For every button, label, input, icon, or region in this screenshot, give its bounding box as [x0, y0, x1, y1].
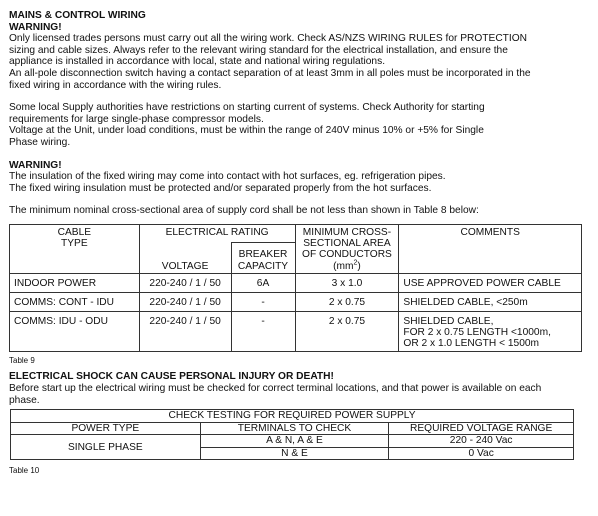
header-power-type: POWER TYPE	[11, 422, 201, 435]
header-text: CAPACITY	[237, 260, 289, 272]
power-supply-table	[10, 409, 574, 460]
cell-type: COMMS: IDU - ODU	[10, 311, 140, 352]
comment-line: SHIELDED CABLE, <250m	[403, 296, 528, 308]
warning-text-1	[9, 33, 589, 91]
warning-line: The fixed wiring insulation must be protected and/or separated properly from the hot surfaces.	[9, 182, 432, 194]
header-text: SECTIONAL AREA	[303, 238, 391, 250]
cell-breaker: 6A	[231, 273, 295, 292]
warning-line: sizing and cable sizes. Always refer to the relevant wiring standard for the electrical installation, and ensure the	[9, 44, 508, 56]
cell-terminals: N & E	[200, 447, 389, 460]
shock-text	[9, 383, 589, 406]
document-page	[9, 10, 589, 475]
warning-heading-2: WARNING!	[9, 159, 62, 171]
cell-comments	[399, 292, 582, 311]
table-10-title: CHECK TESTING FOR REQUIRED POWER SUPPLY	[11, 410, 574, 423]
header-comments	[399, 224, 582, 273]
table-row	[10, 292, 582, 311]
warning-line: Only licensed trades persons must carry out all the wiring work. Check AS/NZS WIRING RULES for PROTECTION	[9, 33, 528, 45]
header-text-part: (mm	[333, 260, 354, 272]
comment-line: SHIELDED CABLE,	[403, 315, 494, 327]
mains-heading: MAINS & CONTROL WIRING	[9, 10, 146, 21]
shock-line: Before start up the electrical wiring must be checked for correct terminal locations, and that power is available on each	[9, 382, 542, 394]
comment-line: OR 2 x 1.0 LENGTH < 1500m	[403, 338, 540, 350]
warning-line: fixed wiring in accordance with the wiring rules.	[9, 79, 222, 91]
supply-line: Voltage at the Unit, under load conditions, must be within the range of 240V minus 10% or +5% for Single	[9, 125, 484, 137]
cell-type: INDOOR POWER	[10, 273, 140, 292]
supply-line: Phase wiring.	[9, 136, 71, 148]
cell-voltage-range: 0 Vac	[389, 447, 574, 460]
header-text: TYPE	[61, 238, 88, 250]
header-min-cross-section	[295, 224, 399, 273]
cable-table	[9, 224, 582, 352]
header-text: OF CONDUCTORS	[302, 249, 392, 261]
header-terminals: TERMINALS TO CHECK	[200, 422, 389, 435]
warning-text-2	[9, 171, 589, 194]
cell-voltage: 220-240 / 1 / 50	[139, 273, 231, 292]
header-text: COMMENTS	[460, 226, 520, 238]
shock-line: phase.	[9, 394, 40, 406]
table-row	[10, 311, 582, 352]
header-text-part: )	[357, 260, 361, 272]
table-intro: The minimum nominal cross-sectional area of supply cord shall be not less than shown in Table 8 below:	[9, 205, 479, 217]
cell-area: 2 x 0.75	[295, 292, 399, 311]
header-text: CABLE	[57, 226, 92, 238]
header-cable-type	[10, 224, 140, 273]
cell-area: 3 x 1.0	[295, 273, 399, 292]
cell-area: 2 x 0.75	[295, 311, 399, 352]
header-superscript: 2	[353, 259, 358, 267]
cell-power-type: SINGLE PHASE	[11, 435, 201, 460]
cell-comments	[399, 273, 582, 292]
header-text: VOLTAGE	[161, 260, 209, 272]
warning-line: An all-pole disconnection switch having a contact separation of at least 3mm in all poles must be incorporated in the	[9, 67, 531, 79]
supply-line: requirements for large single-phase compressor models.	[9, 113, 264, 125]
table-10-caption: Table 10	[9, 466, 40, 476]
cell-type: COMMS: CONT - IDU	[10, 292, 140, 311]
header-text: BREAKER	[238, 249, 288, 261]
header-text: MINIMUM CROSS-	[302, 226, 392, 238]
cell-voltage: 220-240 / 1 / 50	[139, 311, 231, 352]
cell-breaker: -	[231, 311, 295, 352]
supply-text	[9, 102, 589, 148]
warning-line: appliance is installed in accordance with local, state and national wiring regulations.	[9, 56, 386, 68]
header-voltage-range: REQUIRED VOLTAGE RANGE	[389, 422, 574, 435]
header-breaker-capacity	[231, 243, 295, 274]
cell-breaker: -	[231, 292, 295, 311]
header-text: ELECTRICAL RATING	[165, 226, 269, 238]
cell-comments	[399, 311, 582, 352]
header-voltage	[139, 243, 231, 274]
cell-voltage-range: 220 - 240 Vac	[389, 435, 574, 448]
warning-heading-1: WARNING!	[9, 21, 62, 33]
header-electrical-rating	[139, 224, 295, 242]
header-text	[300, 261, 395, 272]
cell-voltage: 220-240 / 1 / 50	[139, 292, 231, 311]
comment-line: USE APPROVED POWER CABLE	[403, 277, 561, 289]
supply-line: Some local Supply authorities have restrictions on starting current of systems. Check Authority for starting	[9, 102, 485, 114]
comment-line: FOR 2 x 0.75 LENGTH <1000m,	[403, 326, 551, 338]
table-row	[10, 273, 582, 292]
shock-heading: ELECTRICAL SHOCK CAN CAUSE PERSONAL INJURY OR DEATH!	[9, 371, 334, 383]
cell-terminals: A & N, A & E	[200, 435, 389, 448]
warning-line: The insulation of the fixed wiring may come into contact with hot surfaces, eg. refrigeration pipes.	[9, 171, 446, 183]
table-9-caption: Table 9	[9, 356, 35, 366]
table-row	[11, 435, 574, 448]
